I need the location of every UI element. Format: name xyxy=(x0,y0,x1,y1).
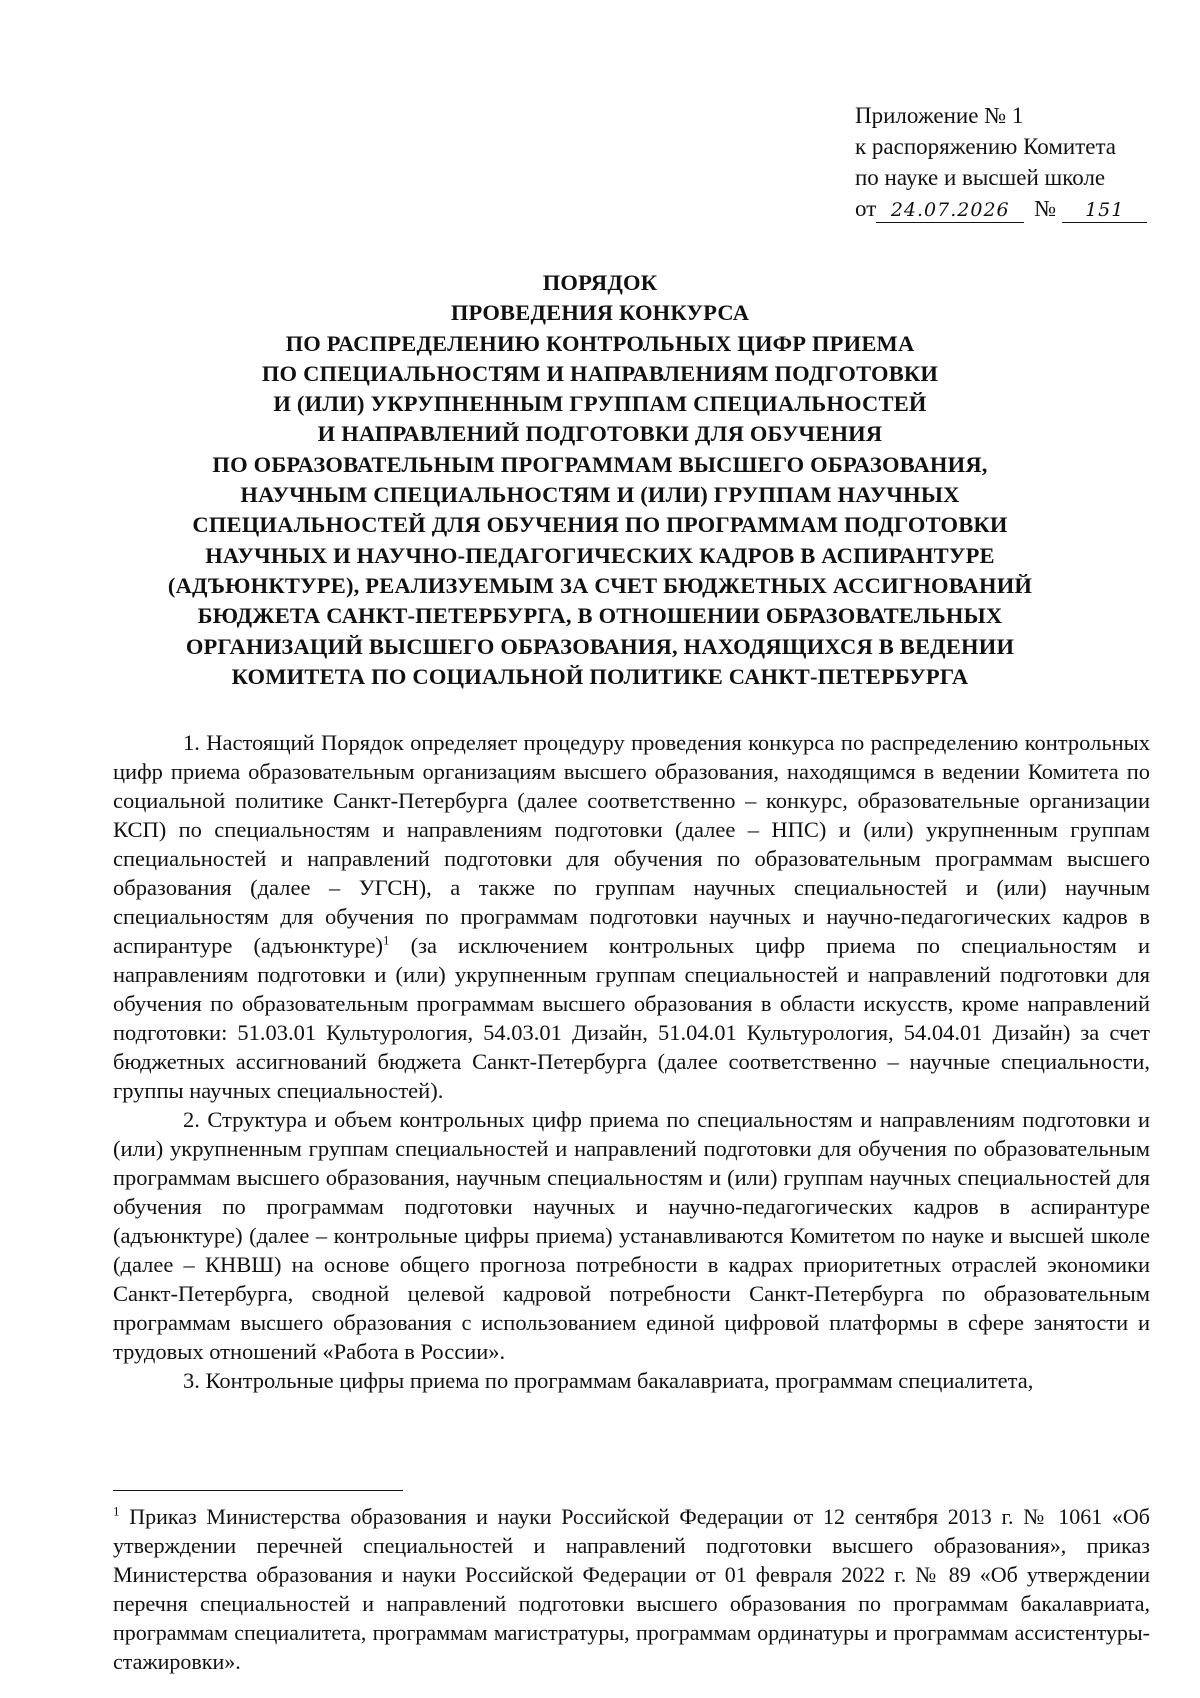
appendix-header xyxy=(855,100,1175,224)
footnote xyxy=(113,1502,1150,1676)
footnote-reference: 1 xyxy=(383,932,390,948)
title-line: (АДЪЮНКТУРЕ), РЕАЛИЗУЕМЫМ ЗА СЧЕТ БЮДЖЕТНЫХ АССИГНОВАНИЙ xyxy=(167,572,1033,598)
number-sign: № xyxy=(1034,196,1057,221)
paragraph-1 xyxy=(113,728,1150,1105)
title-line: ПО СПЕЦИАЛЬНОСТЯМ И НАПРАВЛЕНИЯМ ПОДГОТОВКИ xyxy=(261,360,939,386)
title-line: И НАПРАВЛЕНИЙ ПОДГОТОВКИ ДЛЯ ОБУЧЕНИЯ xyxy=(317,421,883,447)
title-line: КОМИТЕТА ПО СОЦИАЛЬНОЙ ПОЛИТИКЕ САНКТ-ПЕТЕРБУРГА xyxy=(231,663,969,689)
handwritten-number: 151 xyxy=(1062,198,1147,223)
title-line: И (ИЛИ) УКРУПНЕННЫМ ГРУППАМ СПЕЦИАЛЬНОСТЕЙ xyxy=(273,391,927,417)
handwritten-date: 24.07.2026 xyxy=(876,198,1024,223)
title-line: НАУЧНЫМ СПЕЦИАЛЬНОСТЯМ И (ИЛИ) ГРУППАМ НАУЧНЫХ xyxy=(240,482,960,508)
title-line: БЮДЖЕТА САНКТ-ПЕТЕРБУРГА, В ОТНОШЕНИИ ОБРАЗОВАТЕЛЬНЫХ xyxy=(197,603,1003,629)
footnote-separator xyxy=(113,1490,403,1491)
title-line: СПЕЦИАЛЬНОСТЕЙ ДЛЯ ОБУЧЕНИЯ ПО ПРОГРАММАМ ПОДГОТОВКИ xyxy=(192,512,1008,538)
footnote-text: Приказ Министерства образования и науки Российской Федерации от 12 сентября 2013 г. № 1061 «Об утверждении перечней специальностей и направлений подготовки высшего образования», приказ Министерства образования и науки Российской Федерации от 01 февраля 2022 г. № 89 «Об утверждении перечня специальностей и направлений подготовки высшего образования по программам бакалавриата, программам специалитета, программам магистратуры, программам ординатуры и программам ассистентуры-стажировки». xyxy=(113,1504,1150,1674)
paragraph-3: 3. Контрольные цифры приема по программам бакалавриата, программам специалитета, xyxy=(183,1368,1034,1393)
paragraph-1-text: 1. Настоящий Порядок определяет процедуру проведения конкурса по распределению контрольных цифр приема образовательным организациям высшего образования, находящимся в ведении Комитета по социальной политике Санкт-Петербурга (далее соответственно – конкурс, образовательные организации КСП) по специальностям и направлениям подготовки (далее – НПС) и (или) укрупненным группам специальностей и направлений подготовки для обучения по образовательным программам высшего образования (далее – УГСН), а также по группам научных специальностей и (или) научным специальностям для обучения по программам подготовки научных и научно-педагогических кадров в аспирантуре (адъюнктуре) xyxy=(113,730,1150,958)
title-line: ПРОВЕДЕНИЯ КОНКУРСА xyxy=(450,300,750,326)
date-prefix: от xyxy=(855,196,877,221)
appendix-committee: по науке и высшей школе xyxy=(855,165,1106,190)
document-title xyxy=(60,268,1140,692)
title-line: ПО РАСПРЕДЕЛЕНИЮ КОНТРОЛЬНЫХ ЦИФР ПРИЕМА xyxy=(285,330,915,356)
appendix-title: Приложение № 1 xyxy=(855,103,1024,128)
title-line: НАУЧНЫХ И НАУЧНО-ПЕДАГОГИЧЕСКИХ КАДРОВ В АСПИРАНТУРЕ xyxy=(205,542,995,568)
appendix-order-ref: к распоряжению Комитета xyxy=(855,134,1116,159)
title-line: ПОРЯДОК xyxy=(542,270,658,295)
appendix-date-line xyxy=(855,193,1175,224)
document-body xyxy=(113,728,1150,1395)
title-line: ПО ОБРАЗОВАТЕЛЬНЫМ ПРОГРАММАМ ВЫСШЕГО ОБРАЗОВАНИЯ, xyxy=(212,451,988,477)
footnote-marker: 1 xyxy=(113,1503,120,1519)
title-line: ОРГАНИЗАЦИЙ ВЫСШЕГО ОБРАЗОВАНИЯ, НАХОДЯЩИХСЯ В ВЕДЕНИИ xyxy=(185,633,1015,659)
paragraph-2: 2. Структура и объем контрольных цифр приема по специальностям и направлениям подготовки и (или) укрупненным группам специальностей и направлений подготовки для обучения по образовательным программам высшего образования, научным специальностям и (или) группам научных специальностей для обучения по программам подготовки научных и научно-педагогических кадров в аспирантуре (адъюнктуре) (далее – контрольные цифры приема) устанавливаются Комитетом по науке и высшей школе (далее – КНВШ) на основе общего прогноза потребности в кадрах приоритетных отраслей экономики Санкт-Петербурга, сводной целевой кадровой потребности Санкт-Петербурга по образовательным программам высшего образования с использованием единой цифровой платформы в сфере занятости и трудовых отношений «Работа в России». xyxy=(113,1107,1150,1364)
paragraph-1-continuation: (за исключением контрольных цифр приема по специальностям и направлениям подготовки и (или) укрупненным группам специальностей и направлений подготовки для обучения по образовательным программам высшего образования в области искусств, кроме направлений подготовки: 51.03.01 Культурология, 54.03.01 Дизайн, 51.04.01 Культурология, 54.04.01 Дизайн) за счет бюджетных ассигнований бюджета Санкт-Петербурга (далее соответственно – научные специальности, группы научных специальностей). xyxy=(113,933,1150,1103)
